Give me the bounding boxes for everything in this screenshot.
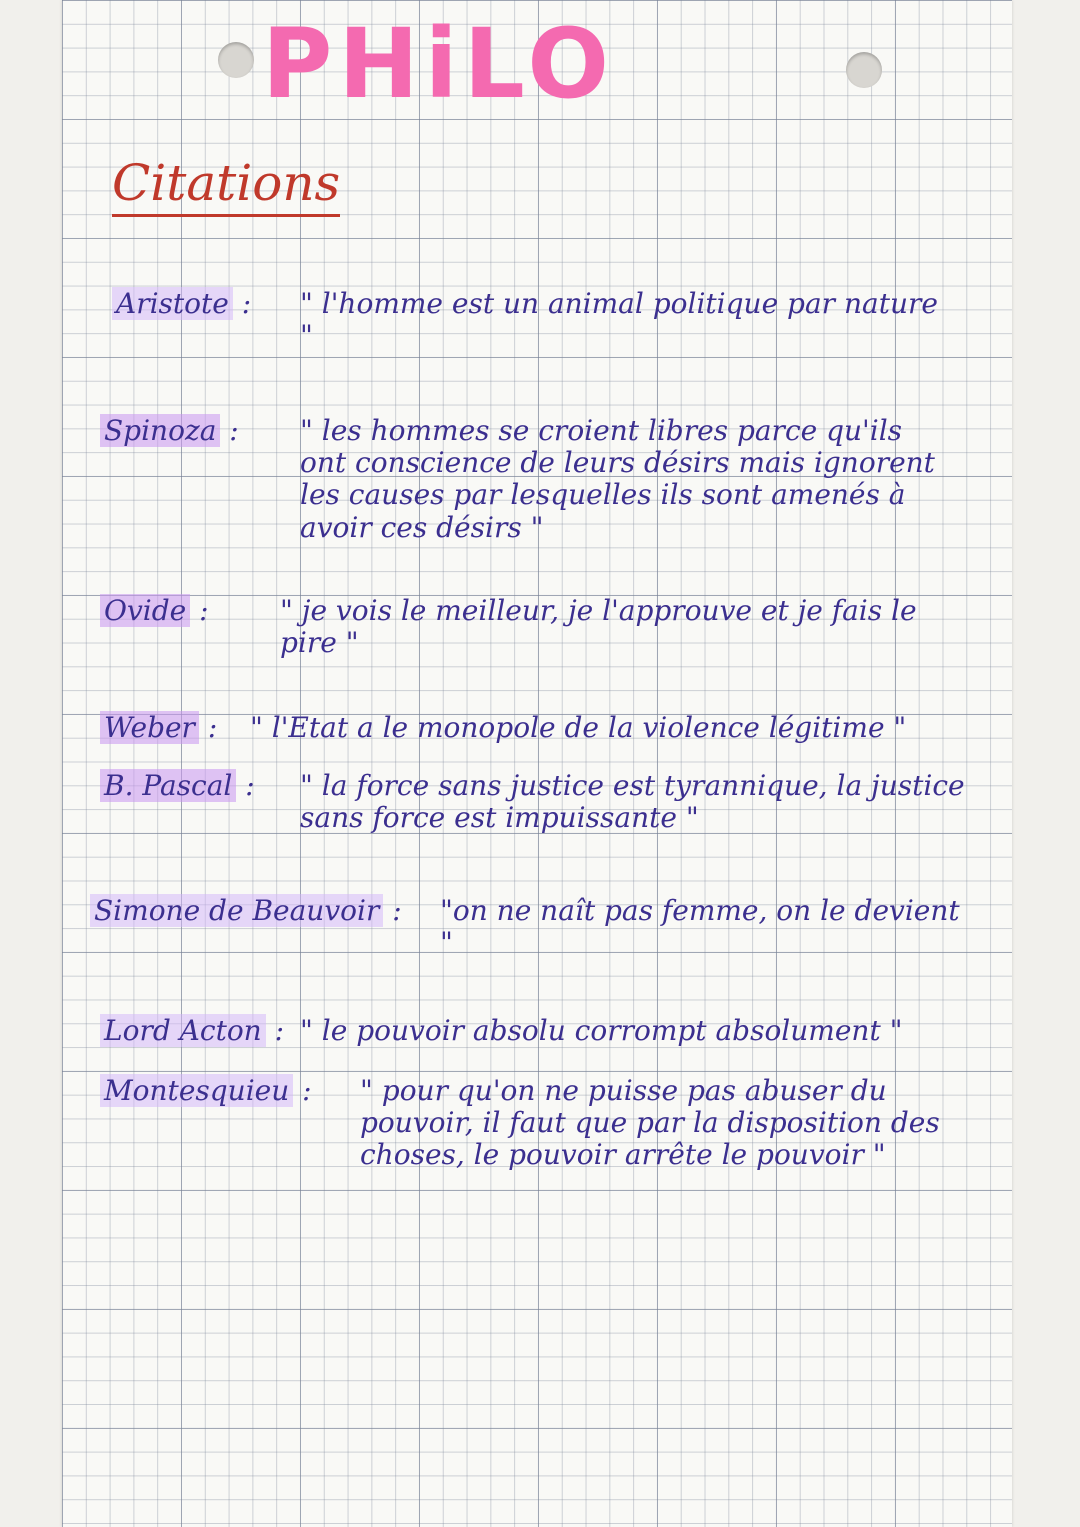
quote-text: " pour qu'on ne puisse pas abuser du pouvoir, il faut que par la disposition des choses, le pouvoir arrête le pouvoir " <box>360 1074 940 1172</box>
quote-author: Simone de Beauvoir <box>90 894 383 927</box>
quote-author: Aristote <box>112 287 233 320</box>
quote-text: " je vois le meilleur, je l'approuve et je fais le pire " <box>280 594 917 660</box>
quote-author: Spinoza <box>100 414 220 447</box>
quote-text: "on ne naît pas femme, on le devient " <box>440 894 960 960</box>
page-title: PHiLO <box>262 8 615 120</box>
quote-author: B. Pascal <box>100 769 236 802</box>
punch-hole-right <box>846 52 882 88</box>
section-heading: Citations <box>112 154 340 217</box>
quote-author: Weber <box>100 711 199 744</box>
quote-author: Lord Acton <box>100 1014 266 1047</box>
quote-text: " l'Etat a le monopole de la violence légitime " <box>250 711 907 744</box>
quote-author: Ovide <box>100 594 190 627</box>
grid-paper-card <box>62 0 1012 1527</box>
punch-hole-left <box>218 42 254 78</box>
quote-author: Montesquieu <box>100 1074 293 1107</box>
quote-text: " l'homme est un animal politique par nature " <box>300 287 938 353</box>
quote-text: " la force sans justice est tyrannique, la justice sans force est impuissante " <box>300 769 965 835</box>
quote-text: " les hommes se croient libres parce qu'ils ont conscience de leurs désirs mais ignorent les causes par lesquelles ils sont amenés à avoir ces désirs " <box>300 414 935 544</box>
quote-text: " le pouvoir absolu corrompt absolument " <box>300 1014 903 1047</box>
